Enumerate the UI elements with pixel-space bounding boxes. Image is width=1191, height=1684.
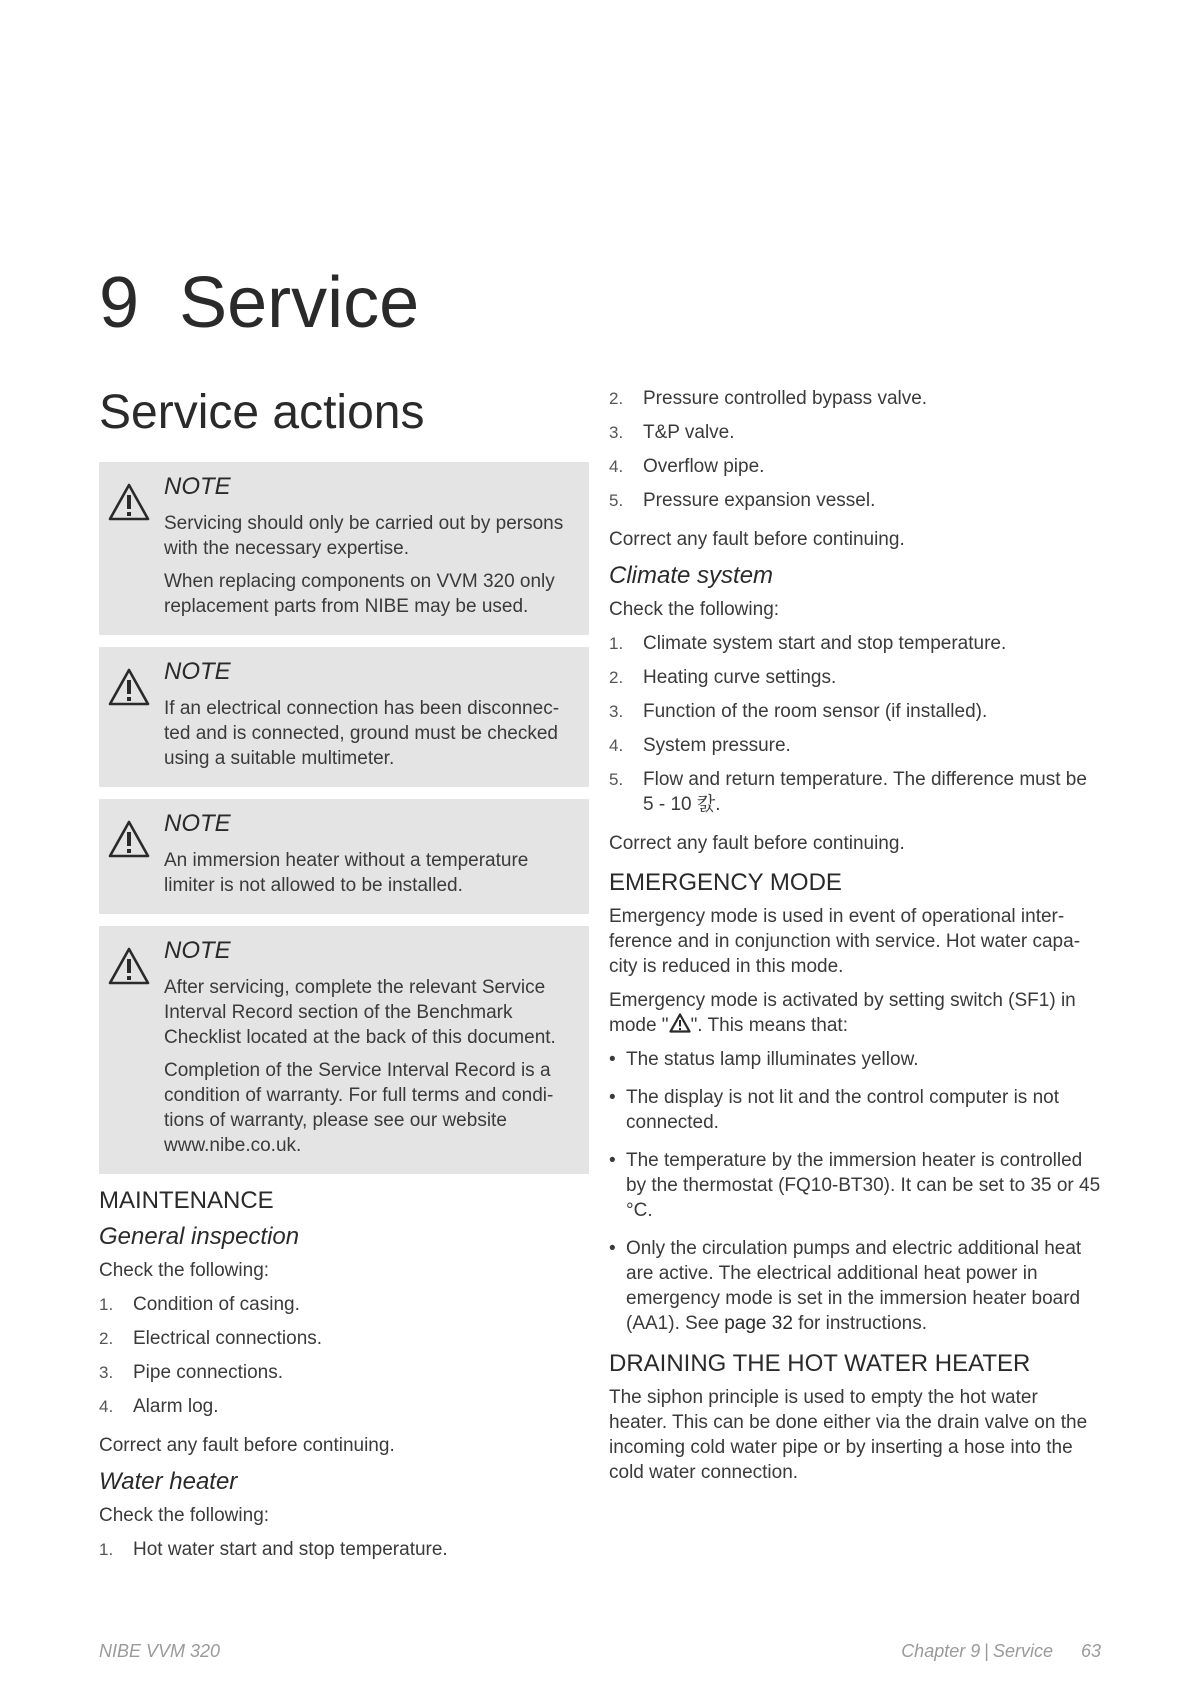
right-column xyxy=(609,386,1101,1494)
left-column xyxy=(99,462,589,1576)
emergency-mode-heading: EMERGENCY MODE xyxy=(609,869,842,896)
list-item: • The display is not lit and the control computer is not connected. xyxy=(609,1087,1060,1133)
footer-product: NIBE VVM 320 xyxy=(99,1641,221,1661)
emergency-activation: Emergency mode is activated by setting switch (SF1) in mode " ". This means that: xyxy=(609,990,1076,1036)
water-heater-outro: Correct any fault before continuing. xyxy=(609,529,905,550)
warning-icon xyxy=(107,946,151,986)
warning-icon xyxy=(107,482,151,522)
list-item: 1. Condition of casing. xyxy=(99,1294,300,1315)
general-inspection-title: General inspection xyxy=(99,1223,300,1250)
note-box xyxy=(99,926,589,1174)
chapter-number: 9 xyxy=(99,263,140,343)
chapter-title xyxy=(99,262,419,344)
note-label: NOTE xyxy=(164,658,231,685)
list-item: 2. Heating curve settings. xyxy=(609,667,837,688)
note-label: NOTE xyxy=(164,937,231,964)
water-heater-list xyxy=(99,1537,589,1562)
list-item: 4. System pressure. xyxy=(609,735,791,756)
footer-chapter: Chapter 9 xyxy=(901,1641,981,1661)
note-text: An immersion heater without a temperature limiter is not allowed to be installed. xyxy=(164,850,529,896)
climate-outro: Correct any fault before continuing. xyxy=(609,833,905,854)
list-item: 3. Function of the room sensor (if installed). xyxy=(609,701,988,722)
footer-page-info: Chapter 9 | Service 63 xyxy=(901,1641,1101,1661)
page-link[interactable]: page 32 xyxy=(724,1313,793,1334)
emergency-bullets xyxy=(609,1047,1101,1336)
list-item: 1. Climate system start and stop temperature. xyxy=(609,633,1007,654)
list-item: 4. Overflow pipe. xyxy=(609,456,765,477)
note-text: After servicing, complete the relevant Service Interval Record section of the Benchmark Checklist located at the back of this document. xyxy=(164,977,556,1048)
note-box xyxy=(99,799,589,914)
list-item: • The temperature by the immersion heater is controlled by the thermostat (FQ10-BT30). It can be set to 35 or 45 °C. xyxy=(609,1150,1101,1221)
note-label: NOTE xyxy=(164,473,231,500)
general-inspection-list xyxy=(99,1292,589,1419)
emergency-paragraph: Emergency mode is used in event of operational inter-ference and in conjunction with service. Hot water capa-city is reduced in this mode. xyxy=(609,906,1081,977)
list-item: 5. Pressure expansion vessel. xyxy=(609,490,876,511)
note-box xyxy=(99,647,589,787)
maintenance-heading: MAINTENANCE xyxy=(99,1187,274,1214)
list-item: 2. Electrical connections. xyxy=(99,1328,323,1349)
footer-section: Service xyxy=(992,1641,1053,1661)
water-heater-list-continued xyxy=(609,386,1101,513)
general-outro: Correct any fault before continuing. xyxy=(99,1435,395,1456)
water-heater-intro: Check the following: xyxy=(99,1505,270,1526)
list-item: 5. Flow and return temperature. The difference must be 5 - 10 캀. xyxy=(609,769,1087,815)
page-number: 63 xyxy=(1080,1641,1101,1661)
warning-icon xyxy=(107,667,151,707)
list-item: 1. Hot water start and stop temperature. xyxy=(99,1539,448,1560)
note-text: When replacing components on VVM 320 only replacement parts from NIBE may be used. xyxy=(164,571,555,617)
list-item: 2. Pressure controlled bypass valve. xyxy=(609,388,928,409)
note-text: Servicing should only be carried out by persons with the necessary expertise. xyxy=(164,513,564,559)
climate-system-list xyxy=(609,631,1101,817)
chapter-name: Service xyxy=(179,263,420,343)
note-text: Completion of the Service Interval Record is a condition of warranty. For full terms and condi-tions of warranty, please see our website www.nibe.co.uk. xyxy=(164,1060,554,1156)
list-item: • The status lamp illuminates yellow. xyxy=(609,1049,919,1070)
list-item: • Only the circulation pumps and electric additional heat are active. The electrical additional heat power in emergency mode is set in the immersion heater board (AA1). See page 32 for instructions. xyxy=(609,1238,1082,1334)
general-intro: Check the following: xyxy=(99,1260,270,1281)
climate-intro: Check the following: xyxy=(609,599,780,620)
draining-text: The siphon principle is used to empty the hot water heater. This can be done either via the drain valve on the incoming cold water pipe or by inserting a hose into the cold water connection. xyxy=(609,1387,1088,1483)
list-item: 3. Pipe connections. xyxy=(99,1362,283,1383)
note-label: NOTE xyxy=(164,810,231,837)
climate-system-title: Climate system xyxy=(609,562,774,589)
draining-heading: DRAINING THE HOT WATER HEATER xyxy=(609,1350,1031,1377)
note-text: If an electrical connection has been disconnec-ted and is connected, ground must be checked using a suitable multimeter. xyxy=(164,698,560,769)
water-heater-title: Water heater xyxy=(99,1468,238,1495)
list-item: 4. Alarm log. xyxy=(99,1396,219,1417)
warning-icon xyxy=(107,819,151,859)
list-item: 3. T&P valve. xyxy=(609,422,735,443)
warning-triangle-icon xyxy=(669,1013,691,1033)
note-box xyxy=(99,462,589,635)
section-title: Service actions xyxy=(99,386,425,439)
